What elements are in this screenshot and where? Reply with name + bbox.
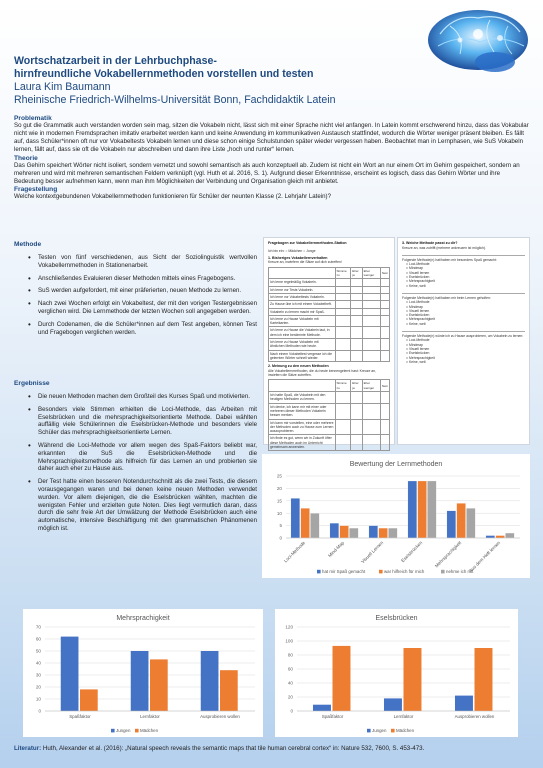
- bar: [455, 696, 473, 711]
- q2-list: [402, 255, 525, 364]
- row-statement: Ich denke, ich kann mir mit einer oder mehreren dieser Methoden Vokabeln besser merken.: [269, 403, 336, 419]
- q2-prompt: Folgende Methode(n) hat/haben mir beim Lernen geholfen:: [402, 293, 525, 300]
- table-row: [269, 419, 390, 435]
- bar: [418, 481, 427, 538]
- legend-swatch: [317, 570, 321, 574]
- bar: [427, 481, 436, 538]
- y-tick-label: 20: [287, 694, 293, 700]
- x-tick-label: Spaßfaktor: [69, 714, 91, 719]
- methode-item: • SuS werden aufgefordert, mit einer präferierten, neuen Methode zu lernen.: [38, 287, 257, 295]
- bar: [310, 513, 319, 538]
- author-block: [14, 81, 474, 106]
- answer-cell[interactable]: [335, 403, 351, 419]
- answer-cell[interactable]: [351, 286, 362, 293]
- poster-title: [14, 55, 434, 80]
- bar: [475, 648, 493, 711]
- y-tick-label: 10: [35, 696, 41, 702]
- row-statement: Ich lerne zu Hause Vokabeln mit Karteikarten.: [269, 315, 336, 327]
- table-row: [269, 339, 390, 351]
- answer-cell[interactable]: [335, 279, 351, 286]
- legend-label: Jungen: [372, 728, 387, 733]
- q2-prompt: Folgende Methode(n) hat/haben mir besonders Spaß gemacht:: [402, 255, 525, 262]
- y-tick-label: 40: [287, 680, 293, 686]
- q1-table-2: [268, 379, 390, 451]
- table-row: [269, 293, 390, 300]
- problem-text: So gut die Grammatik auch verstanden worden sein mag, sitzen die Vokabeln nicht, lässt sich mit einer Sprache nicht viel anfangen. In Latein kommt erschwerend hinzu, dass das Vokabular nicht wie in modernen Fremdsprachen imitativ erarbeitet werden kann und keine Anwendung im kommunikativen Austausch stattfindet, wodurch die Wörter weniger präsent bleiben. Es fällt auf, dass Schüler*innen oft nur vor Vokabeltests Vokabeln lernen und diese schon einige Schulstunden später wieder vergessen haben. Beobachtet man in Lernphasen, wie SuS Vokabeln lernen, fällt auf, dass sie oft die Vokabeln nur abschreiben und dann ihre Liste „hoch und runter“ lernen.: [14, 122, 529, 154]
- answer-cell[interactable]: [351, 279, 362, 286]
- q2-option[interactable]: □ Mindmap: [406, 304, 423, 309]
- answer-cell[interactable]: [380, 308, 389, 315]
- q2-option[interactable]: □ Mehrsprachigkeit: [406, 317, 435, 322]
- x-tick-label: Ausprobieren wollen: [454, 714, 495, 719]
- chart-mehrsprachigkeit: [23, 609, 263, 737]
- table-row: [269, 392, 390, 404]
- legend-swatch: [441, 570, 445, 574]
- q2-option[interactable]: □ Mehrsprachigkeit: [406, 279, 435, 284]
- answer-cell[interactable]: [335, 392, 351, 404]
- question-text: Welche kontextgebundenen Vokabellernmethoden funktionieren für Schüler der neunten Klasse (2. Lehrjahr Latein)?: [14, 193, 332, 201]
- table-row: [269, 301, 390, 308]
- q1-s2-intro: Alle Vokabellernmethoden, die du heute kennengelernt hast: Kreuze an, inwiefern die Sätze zutreffen.: [268, 368, 377, 378]
- table-corner: [269, 267, 336, 279]
- answer-cell[interactable]: [362, 392, 380, 404]
- q2-option[interactable]: □ Keine, weil:: [406, 359, 427, 364]
- intro-section: [14, 115, 530, 201]
- chart-title: Mehrsprachigkeit: [116, 615, 170, 622]
- table-col-header: Stimme zu: [335, 380, 351, 392]
- y-tick-label: 0: [38, 708, 41, 714]
- y-tick-label: 80: [287, 652, 293, 658]
- methode-item: • Nach zwei Wochen erfolgt ein Vokabeltest, der mit den vorigen Testergebnissen verglichen wird. Die Lernmethode der letzten Wochen soll angegeben werden.: [38, 300, 257, 316]
- answer-cell[interactable]: [351, 435, 362, 451]
- answer-cell[interactable]: [362, 315, 380, 327]
- answer-cell[interactable]: [335, 350, 351, 362]
- bar: [496, 536, 505, 538]
- literature-text: Huth, Alexander et al. (2016): „Natural speech reveals the semantic maps that tile human cerebral cortex“ in: Nature 532, 7600, S. 453-473.: [41, 745, 425, 752]
- table-col-header: Eher ja: [351, 380, 362, 392]
- table-row: [269, 327, 390, 339]
- q2-option[interactable]: □ Visuell lernen: [406, 346, 430, 351]
- x-tick-label: Ausprobieren wollen: [200, 714, 240, 719]
- bar: [291, 498, 300, 538]
- answer-cell[interactable]: [362, 279, 380, 286]
- answer-cell[interactable]: [335, 301, 351, 308]
- table-corner: [269, 380, 336, 392]
- answer-cell[interactable]: [335, 308, 351, 315]
- answer-cell[interactable]: [335, 315, 351, 327]
- literature-footer: [14, 745, 534, 753]
- answer-cell[interactable]: [380, 301, 389, 308]
- bar: [404, 648, 422, 711]
- bar: [333, 646, 351, 711]
- bar: [349, 528, 358, 538]
- y-tick-label: 100: [285, 638, 293, 644]
- x-tick-label: Spaßfaktor: [321, 714, 344, 719]
- chart-title: Eselsbrücken: [375, 615, 418, 622]
- chart-eselsbruecken: [275, 609, 518, 737]
- answer-cell[interactable]: [351, 315, 362, 327]
- row-statement: Ich hatte Spaß, die Vokabeln mit den heutigen Methoden zu lernen.: [269, 392, 336, 404]
- x-tick-label: Lernfaktor: [140, 714, 160, 719]
- q1-title: Fragebogen zur Vokabellernmethoden-Station: [268, 241, 347, 245]
- title-line-1: Wortschatzarbeit in der Lehrbuchphase-: [14, 55, 217, 67]
- bar: [131, 651, 149, 711]
- bar: [340, 526, 349, 538]
- answer-cell[interactable]: [380, 293, 389, 300]
- bar: [369, 526, 378, 538]
- answer-cell[interactable]: [380, 286, 389, 293]
- answer-cell[interactable]: [380, 419, 389, 435]
- bar: [486, 536, 495, 538]
- table-row: [269, 308, 390, 315]
- x-tick-label: Mind-Map: [327, 540, 346, 559]
- x-tick-label: Eselsbrücken: [400, 540, 424, 564]
- q2-intro: Kreuze an, was zutrifft (mehrere ankreuzen ist möglich).: [402, 245, 486, 250]
- answer-cell[interactable]: [362, 419, 380, 435]
- y-tick-label: 30: [35, 672, 41, 678]
- ergebnisse-item: • Der Test hatte einen besseren Notendurchschnitt als die zwei Tests, die diesem vorausgegangen waren und bei denen keine neuen Methoden verwendet wurden. Vor allem diejenigen, die die Eselsbrücken wählten, machten die wenigsten Fehler und erzielten gute Noten. Dies liegt vermutlich daran, dass durch die sehr freie Art der Umwälzung der Methode Eselsbrücken auch eine automatische, intensive Beschäftigung mit den grammatischen Phänomenen möglich ist.: [38, 478, 257, 533]
- answer-cell[interactable]: [351, 350, 362, 362]
- chart-title: Bewertung der Lernmethoden: [349, 461, 443, 468]
- answer-cell[interactable]: [380, 350, 389, 362]
- methode-item: • Testen von fünf verschiedenen, aus Sicht der Soziolinguistik wertvollen Vokabellernmethoden in Stationenarbeit.: [38, 254, 257, 270]
- legend-label: Mädchen: [140, 728, 159, 733]
- answer-cell[interactable]: [362, 339, 380, 351]
- row-statement: Ich kann mir vorstellen, eine oder mehrere der Methoden auch zu Hause zum Lernen auszuprobieren.: [270, 420, 334, 434]
- ergebnisse-section: [14, 380, 257, 538]
- answer-cell[interactable]: [351, 403, 362, 419]
- bar: [61, 637, 79, 711]
- table-row: [269, 350, 390, 362]
- y-tick-label: 15: [276, 498, 282, 504]
- bar: [330, 523, 339, 538]
- answer-cell[interactable]: [380, 279, 389, 286]
- methode-section: [14, 241, 257, 341]
- row-statement: Zu Hause übe ich mit einem Vokabelheft.: [269, 301, 336, 308]
- y-tick-label: 40: [35, 660, 41, 666]
- legend-swatch: [367, 729, 371, 733]
- answer-cell[interactable]: [362, 301, 380, 308]
- answer-cell[interactable]: [362, 435, 380, 451]
- ergebnisse-item: • Die neuen Methoden machen dem Großteil des Kurses Spaß und motivierten.: [38, 393, 257, 401]
- ergebnisse-item: • Während die Loci-Methode vor allem wegen des Spaß-Faktors beliebt war, erkannten die SuS die Eselsbrücken-Methode und die Mehrsprachigkeitsmethode als hilfreich für das Lernen an und probierten sie daher auch eher zu Hause aus.: [38, 442, 257, 473]
- answer-cell[interactable]: [362, 286, 380, 293]
- answer-cell[interactable]: [380, 435, 389, 451]
- q2-prompt: Folgende Methode(n) würde ich zu Hause ausprobieren, um Vokabeln zu lernen:: [402, 331, 525, 338]
- institution: Rheinische Friedrich-Wilhelms-Universität Bonn, Fachdidaktik Latein: [14, 93, 336, 106]
- row-statement: Ich lerne zu Hause die Vokabeln laut, in dem ich eine bestimmte Methode.: [269, 327, 336, 339]
- answer-cell[interactable]: [380, 327, 389, 339]
- table-col-header: Eher weniger: [362, 267, 380, 279]
- theory-text: Das Gehirn speichert Wörter nicht isoliert, sondern vernetzt und sowohl semantisch als auch konzeptuell ab. Zudem ist nicht ein Wort an nur einem Ort im Gehirn gespeichert, sondern an mehreren und wird mit mehreren semantischen Feldern verknüpft (vgl. Huth et al. 2016, S. 1). Aufgrund dieser Erkenntnisse, erscheint es logisch, dass das Gehirn Wörter und ihre Bedeutung besser aufnehmen kann, wenn man ihm Möglichkeiten der Verbindung und Organisation gleich mit anbietet.: [14, 161, 520, 185]
- chart-bewertung: [262, 454, 530, 578]
- x-tick-label: Visuell Lernen: [360, 540, 385, 565]
- question-heading: Fragestellung: [14, 186, 58, 194]
- answer-cell[interactable]: [380, 392, 389, 404]
- answer-cell[interactable]: [335, 327, 351, 339]
- y-tick-label: 70: [35, 624, 41, 630]
- methode-list: [28, 254, 257, 336]
- q2-option[interactable]: □ Visuell lernen: [406, 270, 430, 275]
- answer-cell[interactable]: [335, 286, 351, 293]
- x-tick-label: Mehrsprachigkeit: [433, 540, 463, 569]
- answer-cell[interactable]: [351, 308, 362, 315]
- y-tick-label: 25: [276, 473, 282, 479]
- bar: [220, 670, 238, 711]
- answer-cell[interactable]: [351, 392, 362, 404]
- table-col-header: Nein: [380, 267, 389, 279]
- q2-option[interactable]: □ Mindmap: [406, 266, 423, 271]
- bar: [457, 503, 466, 538]
- answer-cell[interactable]: [351, 301, 362, 308]
- literature-label: Literatur:: [14, 745, 42, 752]
- answer-cell[interactable]: [351, 327, 362, 339]
- q2-option[interactable]: □ Mindmap: [406, 342, 423, 347]
- ergebnisse-list: [28, 393, 257, 533]
- q2-option[interactable]: □ Loci-Methode: [406, 338, 430, 343]
- answer-cell[interactable]: [380, 315, 389, 327]
- x-tick-label: Loci-Methode: [282, 540, 307, 564]
- answer-cell[interactable]: [362, 350, 380, 362]
- bar: [384, 698, 402, 711]
- answer-cell[interactable]: [335, 435, 351, 451]
- y-tick-label: 20: [276, 486, 282, 491]
- y-tick-label: 5: [279, 523, 282, 529]
- q1-table-1: [268, 267, 390, 362]
- y-tick-label: 120: [285, 624, 293, 630]
- x-tick-label: Lernfaktor: [393, 714, 414, 719]
- author-name: Laura Kim Baumann: [14, 81, 111, 93]
- y-tick-label: 50: [35, 648, 41, 654]
- row-statement: Ich finde es gut, wenn wir in Zukunft öfter diese Methoden auch im Unterricht gemeinsam anwenden.: [269, 435, 336, 451]
- questionnaire-page-1: [263, 237, 395, 449]
- ergebnisse-item: • Besonders viele Stimmen erhielten die Loci-Methode, das Arbeiten mit Eselsbrücken und die mehrsprachigkeitsorientierte Methode. Dabei wählten auffällig viele Schülerinnen die Eselsbrücken-Methode und besonders viele Schüler das mehrsprachigkeitsorientierte Lernen.: [38, 406, 257, 437]
- table-row: [269, 435, 390, 451]
- q1-s1-intro: Kreuze an, inwiefern die Sätze auf dich zutreffen!: [268, 260, 342, 265]
- questionnaire-page-2: [397, 237, 530, 445]
- table-row: [269, 279, 390, 286]
- row-statement: Ich lerne regelmäßig Vokabeln.: [269, 279, 336, 286]
- answer-cell[interactable]: [335, 293, 351, 300]
- ergebnisse-heading: Ergebnisse: [14, 380, 50, 387]
- q1-s1-heading: 1. Bisheriges Vokabellernverhalten: [268, 255, 328, 260]
- methode-item: • Anschließendes Evaluieren dieser Methoden mittels eines Fragebogens.: [38, 275, 257, 283]
- legend-swatch: [391, 729, 395, 733]
- y-tick-label: 20: [35, 684, 41, 690]
- legend-label: Jungen: [116, 728, 131, 733]
- y-tick-label: 60: [35, 636, 41, 642]
- q2-option[interactable]: □ Keine, weil:: [406, 321, 427, 326]
- q2-option[interactable]: □ Eselsbrücken: [406, 351, 430, 356]
- bar: [505, 533, 514, 538]
- q2-option[interactable]: □ Eselsbrücken: [406, 313, 430, 318]
- legend-swatch: [135, 729, 139, 733]
- table-row: [269, 286, 390, 293]
- y-tick-label: 0: [279, 535, 282, 541]
- bar: [447, 511, 456, 538]
- answer-cell[interactable]: [362, 308, 380, 315]
- q1-gender: Ich bin ein: ○ Mädchen ○ Junge: [268, 248, 316, 253]
- answer-cell[interactable]: [351, 339, 362, 351]
- q2-option[interactable]: □ Loci-Methode: [406, 300, 430, 305]
- q2-option[interactable]: □ Visuell lernen: [406, 308, 430, 313]
- table-col-header: Stimme zu: [335, 267, 351, 279]
- q1-s2-heading: 2. Meinung zu den neuen Methoden: [268, 364, 329, 369]
- bar: [388, 528, 397, 538]
- answer-cell[interactable]: [380, 403, 389, 419]
- table-row: [269, 315, 390, 327]
- y-tick-label: 0: [290, 708, 293, 714]
- table-col-header: Eher ja: [351, 267, 362, 279]
- bar: [301, 508, 310, 538]
- bar: [150, 659, 168, 711]
- legend-swatch: [111, 729, 115, 733]
- theory-heading: Theorie: [14, 154, 38, 162]
- legend-label: Mädchen: [396, 728, 415, 733]
- title-line-2: hirnfreundliche Vokabellernmethoden vorstellen und testen: [14, 67, 314, 80]
- bar: [201, 651, 219, 711]
- row-statement: Ich lerne vor Vokabeltests Vokabeln.: [269, 293, 336, 300]
- answer-cell[interactable]: [335, 339, 351, 351]
- methode-heading: Methode: [14, 241, 42, 248]
- row-statement: Ich lerne zu Hause Vokabeln mit ähnlichen Methoden wie heute.: [269, 339, 336, 351]
- answer-cell[interactable]: [380, 339, 389, 351]
- brain-illustration: [420, 4, 535, 80]
- q2-option[interactable]: □ Mehrsprachigkeit: [406, 355, 435, 360]
- bar: [80, 689, 98, 711]
- table-col-header: Eher weniger: [362, 380, 380, 392]
- table-col-header: Nein: [380, 380, 389, 392]
- y-tick-label: 10: [276, 510, 282, 516]
- bar: [466, 508, 475, 538]
- q2-option[interactable]: □ Loci-Methode: [406, 262, 430, 267]
- q2-option[interactable]: □ Keine, weil:: [406, 283, 427, 288]
- answer-cell[interactable]: [335, 419, 351, 435]
- table-row: [269, 403, 390, 419]
- legend-swatch: [379, 570, 383, 574]
- answer-cell[interactable]: [351, 293, 362, 300]
- methode-item: • Durch Codenamen, die die Schüler*innen auf dem Test angeben, können Test und Fragebogen verglichen werden.: [38, 321, 257, 337]
- answer-cell[interactable]: [362, 403, 380, 419]
- answer-cell[interactable]: [362, 293, 380, 300]
- answer-cell[interactable]: [362, 327, 380, 339]
- legend-label: war hilfreich für mich: [384, 569, 425, 574]
- q2-option[interactable]: □ Eselsbrücken: [406, 275, 430, 280]
- bar: [408, 481, 417, 538]
- problem-heading: Problematik: [14, 115, 52, 122]
- x-tick-label: Aus dem Heft lernen: [468, 540, 502, 574]
- answer-cell[interactable]: [351, 419, 362, 435]
- row-statement: Nach einem Vokabeltest vergesse ich die gelernten Wörter schnell wieder.: [269, 350, 336, 362]
- row-statement: Vokabeln zu lernen macht mir Spaß.: [269, 308, 336, 315]
- bar: [379, 528, 388, 538]
- q2-heading: 3. Welche Methode passt zu dir?: [402, 241, 458, 245]
- row-statement: Ich lerne vor Tests Vokabeln.: [269, 286, 336, 293]
- y-tick-label: 60: [287, 666, 293, 672]
- legend-label: hat mir Spaß gemacht: [322, 569, 366, 574]
- bar: [313, 705, 331, 711]
- legend-label: nehme ich mit: [446, 569, 474, 574]
